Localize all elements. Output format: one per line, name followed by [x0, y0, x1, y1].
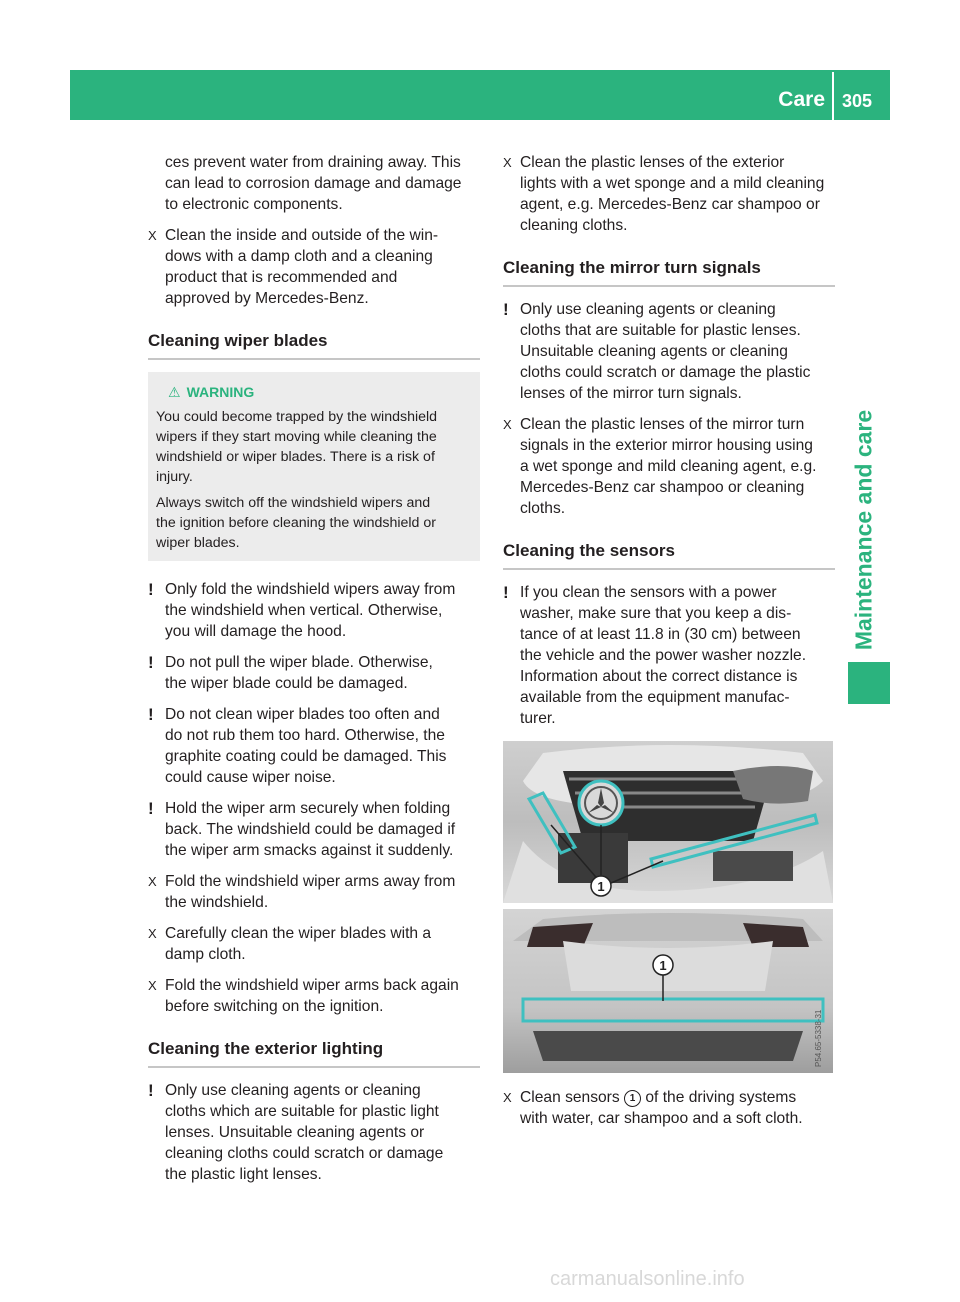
note-do-not-clean-often: ! Do not clean wiper blades too often and do not rub them too hard. Otherwise, the graphite coating could be damaged. This could cause wiper noise.: [148, 705, 447, 786]
left-column: [148, 152, 480, 1185]
step-clean-lenses: X Clean the plastic lenses of the exterior lights with a wet sponge and a mild cleaning agent, e.g. Mercedes-Benz car shampoo or cleaning cloths.: [503, 154, 825, 234]
step-marker-icon: X: [503, 417, 512, 432]
header-bar: [70, 70, 890, 120]
caution-icon: !: [148, 705, 154, 724]
caution-icon: !: [148, 1081, 154, 1100]
heading-mirror-turn-signals: Cleaning the mirror turn signals: [503, 258, 835, 287]
note-power-washer: ! If you clean the sensors with a power washer, make sure that you keep a dis- tance of at least 11.8 in (30 cm) between the vehicle and the power washer nozzle. Information about the correct distance is available from the equipment manufac- turer.: [503, 583, 807, 727]
header-divider: [832, 72, 834, 120]
sensor-illustration: [503, 741, 833, 1073]
side-tab-label: Maintenance and care: [850, 409, 877, 651]
rear-view: [503, 909, 833, 1073]
step-fold-back: X Fold the windshield wiper arms back again before switching on the ignition.: [148, 977, 459, 1015]
step-clean-blades: X Carefully clean the wiper blades with a damp cloth.: [148, 925, 432, 963]
sensor-figure: [503, 741, 833, 1073]
front-view: [503, 741, 833, 903]
heading-sensors: Cleaning the sensors: [503, 541, 835, 570]
heading-wiper-blades: Cleaning wiper blades: [148, 331, 480, 360]
caution-icon: !: [503, 583, 509, 602]
note-mirror-agents: ! Only use cleaning agents or cleaning cloths that are suitable for plastic lenses. Unsuitable cleaning agents or cleaning cloths could scratch or damage the plastic lenses of the mirror turn signals.: [503, 300, 811, 402]
watermark: carmanualsonline.info: [550, 1268, 745, 1290]
warning-box: [148, 372, 480, 561]
step-marker-icon: X: [148, 874, 157, 889]
figure-code: P54.65-5338-31: [814, 1009, 823, 1067]
caution-icon: !: [148, 799, 154, 818]
front-callout-label: 1: [597, 879, 605, 894]
right-column: [503, 152, 835, 1129]
page-number: 305: [842, 91, 873, 111]
caution-icon: !: [503, 300, 509, 319]
warning-text-1: You could become trapped by the windshield wipers if they start moving while cleaning the windshield or wiper blades. There is a risk of injury.: [156, 409, 438, 485]
warning-title: ⚠ WARNING: [168, 384, 255, 400]
step-marker-icon: X: [148, 978, 157, 993]
note-fold-vertical: ! Only fold the windshield wipers away from the windshield when vertical. Otherwise, you will damage the hood.: [148, 580, 456, 640]
note-do-not-pull: ! Do not pull the wiper blade. Otherwise, the wiper blade could be damaged.: [148, 653, 433, 692]
warning-text-2: Always switch off the windshield wipers and the ignition before cleaning the windshield or wiper blades.: [156, 495, 436, 551]
continued-text: ces prevent water from draining away. This can lead to corrosion damage and damage to electronic components.: [165, 154, 462, 213]
step-clean-sensors: X Clean sensors 1 of the driving systems with water, car shampoo and a soft cloth.: [503, 1089, 803, 1127]
caution-icon: !: [148, 653, 154, 672]
step-fold-wipers: X Fold the windshield wiper arms away from the windshield.: [148, 873, 456, 911]
step-clean-windows: X Clean the inside and outside of the win- dows with a damp cloth and a cleaning product that is recommended and approved by Mercedes-Benz.: [148, 227, 439, 307]
step-marker-icon: X: [148, 228, 157, 243]
side-tab-marker: [848, 662, 890, 704]
section-title: Care: [778, 88, 825, 111]
step-marker-icon: X: [503, 1090, 512, 1105]
step-marker-icon: X: [503, 155, 512, 170]
note-lighting-agents: ! Only use cleaning agents or cleaning cloths which are suitable for plastic light lenses. Unsuitable cleaning agents or cleaning cloths could scratch or damage the plastic light lenses.: [148, 1081, 444, 1183]
warning-triangle-icon: ⚠: [168, 384, 181, 400]
step-clean-mirror-signals: X Clean the plastic lenses of the mirror turn signals in the exterior mirror housing using a wet sponge and mild cleaning agent, e.g. Mercedes-Benz car shampoo or cleaning cloths.: [503, 416, 817, 517]
rear-callout-label: 1: [659, 958, 667, 973]
step-marker-icon: X: [148, 926, 157, 941]
heading-exterior-lighting: Cleaning the exterior lighting: [148, 1039, 480, 1068]
caution-icon: !: [148, 580, 154, 599]
note-hold-wiper-arm: ! Hold the wiper arm securely when folding back. The windshield could be damaged if the wiper arm smacks against it suddenly.: [148, 799, 456, 859]
callout-circle-icon: 1: [624, 1090, 641, 1107]
